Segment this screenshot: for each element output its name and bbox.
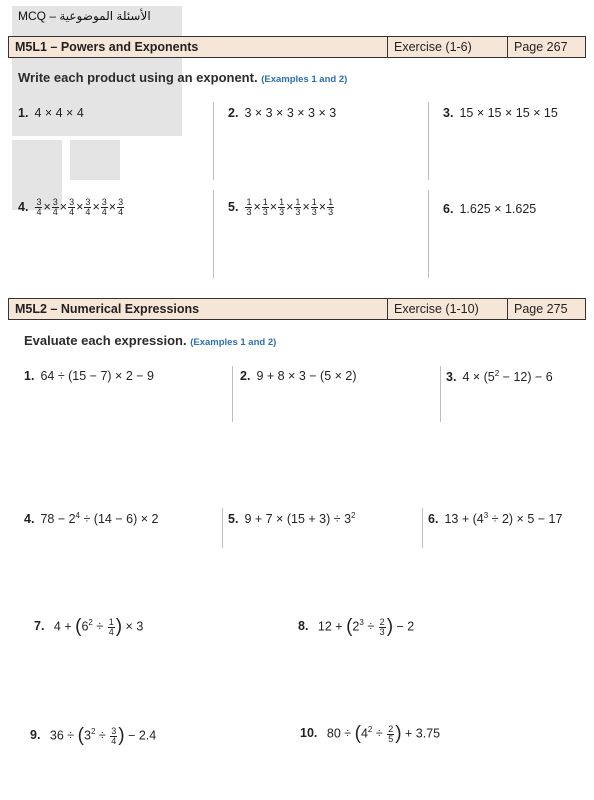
problem-3: 3. 15 × 15 × 15 × 15 bbox=[443, 106, 558, 120]
fraction-product bbox=[34, 197, 125, 217]
problem-2: 2. 9 + 8 × 3 − (5 × 2) bbox=[240, 369, 357, 383]
column-divider bbox=[440, 366, 441, 422]
problem-1: 1. 64 ÷ (15 − 7) × 2 − 9 bbox=[24, 369, 154, 383]
fraction: $\frac{2}{5}$ bbox=[388, 723, 394, 744]
problem-6: 6. $13 + (4^3 \div 2) \times 5 - 17$ bbox=[428, 511, 563, 527]
times-sign: × bbox=[269, 199, 278, 214]
page-number: Page 275 bbox=[507, 299, 587, 319]
fraction: $\frac{3}{4}$ bbox=[118, 197, 124, 217]
problem-3: 3. $4 \times (5^2 - 12) - 6$ bbox=[446, 369, 553, 385]
problem-5: 5. $\frac{1}{3}$ × $\frac{1}{3}$ × $\frac{1}{3}$ × $\frac{1}{3}$ × $\frac{1}{3}$ × $\frac{1}{3}$ bbox=[228, 197, 334, 217]
times-sign: × bbox=[76, 199, 84, 214]
column-divider bbox=[428, 102, 429, 180]
fraction: $\frac{1}{3}$ bbox=[295, 197, 301, 217]
fraction-product bbox=[244, 197, 335, 217]
page-number: Page 267 bbox=[507, 37, 587, 57]
problem-5: 5. $9 + 7 \times (15 + 3) \div 3^2$ bbox=[228, 511, 356, 527]
problem-9: 9. $36 \div (3^2$ ÷ $\frac{3}{4}$ ) − 2.4 bbox=[30, 725, 157, 746]
exercise-range: Exercise (1-10) bbox=[387, 299, 507, 319]
fraction: $\frac{2}{3}$ bbox=[379, 616, 385, 637]
times-sign: × bbox=[286, 199, 294, 214]
fraction: $\frac{3}{4}$ bbox=[111, 725, 117, 746]
fraction: $\frac{1}{4}$ bbox=[108, 616, 114, 637]
times-sign: × bbox=[108, 199, 117, 214]
fraction: $\frac{3}{4}$ bbox=[85, 197, 91, 217]
times-sign: × bbox=[302, 199, 310, 214]
times-sign: × bbox=[43, 199, 51, 214]
problem-2: 2. 3 × 3 × 3 × 3 × 3 bbox=[228, 106, 337, 120]
problem-10: 10. $80 \div (4^2$ ÷ $\frac{2}{5}$ ) + 3.75 bbox=[300, 723, 441, 744]
problem-6: 6. 1.625 × 1.625 bbox=[443, 202, 537, 216]
instruction-label: Write each product using an exponent. bbox=[18, 70, 258, 85]
problem-7: 7. $4 + (6^2$ ÷ $\frac{1}{4}$ ) × 3 bbox=[34, 616, 144, 637]
instruction-text bbox=[18, 70, 347, 85]
problem-1: 1. 4 × 4 × 4 bbox=[18, 106, 84, 120]
column-divider bbox=[428, 190, 429, 278]
worksheet-title: MCQ – الأسئلة الموضوعية bbox=[18, 9, 151, 23]
problem-8: 8. $12 + (2^3$ ÷ $\frac{2}{3}$ ) − 2 bbox=[298, 616, 415, 637]
examples-reference: (Examples 1 and 2) bbox=[190, 337, 277, 348]
column-divider bbox=[222, 508, 223, 548]
fraction: $\frac{1}{3}$ bbox=[328, 197, 334, 217]
lesson-code: M5L2 – Numerical Expressions bbox=[15, 302, 200, 316]
times-sign: × bbox=[92, 199, 100, 214]
fraction: $\frac{3}{4}$ bbox=[36, 197, 42, 217]
lesson-header-m5l1 bbox=[8, 36, 586, 58]
fraction: $\frac{1}{3}$ bbox=[311, 197, 317, 217]
problem-4: 4. $78 - 2^4 \div (14 - 6) \times 2$ bbox=[24, 511, 159, 527]
fraction: $\frac{1}{3}$ bbox=[262, 197, 268, 217]
column-divider bbox=[232, 366, 233, 422]
times-sign: × bbox=[318, 199, 327, 214]
fraction: $\frac{1}{3}$ bbox=[246, 197, 252, 217]
times-sign: × bbox=[59, 199, 68, 214]
times-sign: × bbox=[253, 199, 261, 214]
lesson-header-m5l2 bbox=[8, 298, 586, 320]
fraction: $\frac{3}{4}$ bbox=[52, 197, 58, 217]
examples-reference: (Examples 1 and 2) bbox=[261, 74, 348, 85]
lesson-code: M5L1 – Powers and Exponents bbox=[15, 40, 199, 54]
fraction: $\frac{1}{3}$ bbox=[279, 197, 285, 217]
instruction-label: Evaluate each expression. bbox=[24, 333, 187, 348]
instruction-text bbox=[24, 333, 276, 348]
problem-4: 4. $\frac{3}{4}$ × $\frac{3}{4}$ × $\frac{3}{4}$ × $\frac{3}{4}$ × $\frac{3}{4}$ × $\frac{3}{4}$ bbox=[18, 197, 124, 217]
fraction: $\frac{3}{4}$ bbox=[101, 197, 107, 217]
column-divider bbox=[213, 190, 214, 278]
column-divider bbox=[213, 102, 214, 180]
column-divider bbox=[422, 508, 423, 548]
fraction: $\frac{3}{4}$ bbox=[69, 197, 75, 217]
exercise-range: Exercise (1-6) bbox=[387, 37, 507, 57]
